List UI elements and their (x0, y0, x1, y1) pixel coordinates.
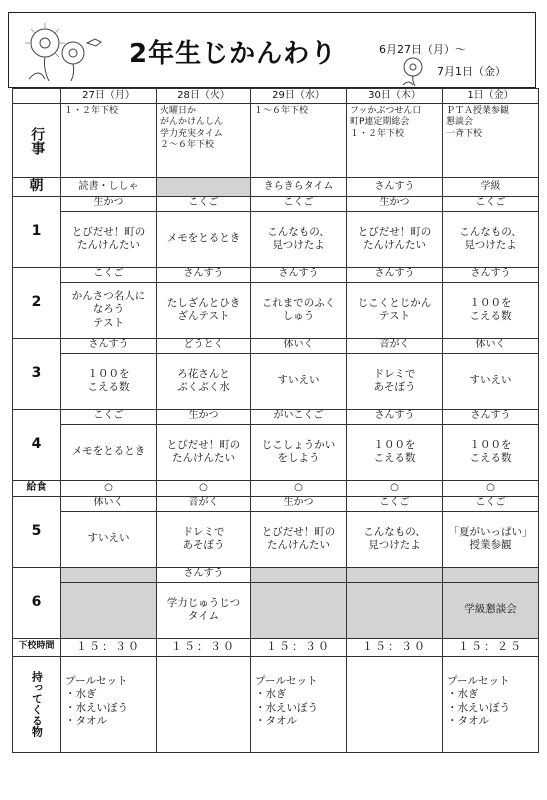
date-from: 6月27日（月）～ (379, 43, 466, 56)
table-row (13, 409, 539, 424)
table-row (13, 496, 539, 511)
lunch-cell: ○ (443, 480, 539, 496)
dismissal-cell: １５：３０ (157, 638, 251, 656)
row-label-dismissal: 下校時間 (13, 638, 61, 656)
subject-cell: 体いく (251, 338, 347, 353)
morning-cell: さんすう (347, 178, 443, 197)
events-label: 行事 (29, 126, 46, 155)
row-label-period: 5 (13, 496, 61, 567)
bring-cell: プールセット ・水ぎ ・水えいぼう ・タオル (61, 656, 157, 752)
table-row (13, 196, 539, 211)
content-cell: とびだせ！町の たんけんたい (157, 424, 251, 480)
event-cell: １・２年下校 (61, 104, 157, 178)
subject-cell: どうとく (157, 338, 251, 353)
subject-cell (347, 567, 443, 582)
content-cell: すいえい (251, 353, 347, 409)
row-label-bring (13, 656, 61, 752)
content-cell: じこしょうかい をしよう (251, 424, 347, 480)
row-label-period: 6 (13, 567, 61, 638)
subject-cell: さんすう (61, 338, 157, 353)
subject-cell: 音がく (347, 338, 443, 353)
subject-cell: さんすう (443, 409, 539, 424)
lunch-cell: ○ (347, 480, 443, 496)
row-label-lunch: 給食 (13, 480, 61, 496)
subject-cell: がいこくご (251, 409, 347, 424)
table-row (13, 89, 539, 104)
lunch-cell: ○ (251, 480, 347, 496)
subject-cell: こくご (251, 196, 347, 211)
subject-cell: こくご (61, 267, 157, 282)
event-cell: 火曜日か がんかけんしん 学力充実タイム ２～６年下校 (157, 104, 251, 178)
event-cell: ＰＴＡ授業参観 懇談会 一斉下校 (443, 104, 539, 178)
subject-cell: こくご (443, 496, 539, 511)
table-row (13, 511, 539, 567)
subject-cell (443, 567, 539, 582)
dismissal-cell: １５：３０ (347, 638, 443, 656)
table-row (13, 638, 539, 656)
subject-cell: 体いく (443, 338, 539, 353)
subject-cell: 生かつ (61, 196, 157, 211)
content-cell: とびだせ！町の たんけんたい (347, 211, 443, 267)
table-row (13, 211, 539, 267)
row-label-period: 1 (13, 196, 61, 267)
dandelion-illustration-icon (15, 19, 115, 83)
content-cell: すいえい (443, 353, 539, 409)
content-cell: とびだせ！町の たんけんたい (251, 511, 347, 567)
table-row (13, 282, 539, 338)
subject-cell: 生かつ (347, 196, 443, 211)
morning-cell: 読書・ししゃ (61, 178, 157, 197)
day-header: 29日（水） (251, 89, 347, 104)
table-row (13, 656, 539, 752)
content-cell: １００を こえる数 (61, 353, 157, 409)
content-cell: たしざんとひき ざんテスト (157, 282, 251, 338)
day-header: 27日（月） (61, 89, 157, 104)
content-cell: メモをとるとき (157, 211, 251, 267)
content-cell: メモをとるとき (61, 424, 157, 480)
date-to: 7月1日（金） (437, 65, 506, 78)
table-row (13, 338, 539, 353)
content-cell: １００を こえる数 (347, 424, 443, 480)
header-box (8, 12, 536, 88)
content-cell: １００を こえる数 (443, 424, 539, 480)
day-header: 28日（火） (157, 89, 251, 104)
bring-label: 持ってくる物 (30, 671, 44, 737)
row-label-events (13, 104, 61, 178)
subject-cell: さんすう (251, 267, 347, 282)
content-cell: 学力じゅうじつ タイム (157, 582, 251, 638)
content-cell: 学級懇談会 (443, 582, 539, 638)
content-cell (61, 582, 157, 638)
subject-cell (61, 567, 157, 582)
content-cell: ドレミで あそぼう (347, 353, 443, 409)
content-cell: かんさつ名人に なろう テスト (61, 282, 157, 338)
bring-cell (157, 656, 251, 752)
subject-cell: 生かつ (157, 409, 251, 424)
content-cell: とびだせ！町の たんけんたい (61, 211, 157, 267)
content-cell: じこくとじかん テスト (347, 282, 443, 338)
event-cell: １～６年下校 (251, 104, 347, 178)
table-row (13, 424, 539, 480)
content-cell (251, 582, 347, 638)
table-row (13, 178, 539, 197)
bring-cell (347, 656, 443, 752)
dandelion-small-icon (393, 53, 433, 87)
dismissal-cell: １５：２５ (443, 638, 539, 656)
content-cell: ろ花さんと ぶくぶく水 (157, 353, 251, 409)
subject-cell: こくご (443, 196, 539, 211)
morning-cell (157, 178, 251, 197)
row-label-morning: 朝 (13, 178, 61, 197)
subject-cell (251, 567, 347, 582)
morning-cell: 学級 (443, 178, 539, 197)
row-label-period: 4 (13, 409, 61, 480)
morning-cell: きらきらタイム (251, 178, 347, 197)
content-cell (347, 582, 443, 638)
row-label-period: 3 (13, 338, 61, 409)
row-label-period: 2 (13, 267, 61, 338)
table-row (13, 567, 539, 582)
content-cell: こんなもの、 見つけたよ (347, 511, 443, 567)
lunch-cell: ○ (157, 480, 251, 496)
subject-cell: さんすう (347, 267, 443, 282)
table-row (13, 353, 539, 409)
page-title: 2年生じかんわり (129, 39, 338, 69)
content-cell: すいえい (61, 511, 157, 567)
content-cell: １００を こえる数 (443, 282, 539, 338)
lunch-cell: ○ (61, 480, 157, 496)
subject-cell: 生かつ (251, 496, 347, 511)
subject-cell: 体いく (61, 496, 157, 511)
day-header: 1日（金） (443, 89, 539, 104)
timetable (12, 88, 539, 753)
corner-cell (13, 89, 61, 104)
bring-cell: プールセット ・水ぎ ・水えいぼう ・タオル (443, 656, 539, 752)
subject-cell: こくご (347, 496, 443, 511)
table-row (13, 582, 539, 638)
content-cell: こんなもの、 見つけたよ (443, 211, 539, 267)
subject-cell: こくご (157, 196, 251, 211)
table-row (13, 480, 539, 496)
day-header: 30日（木） (347, 89, 443, 104)
table-row (13, 104, 539, 178)
subject-cell: さんすう (157, 267, 251, 282)
dismissal-cell: １５：３０ (251, 638, 347, 656)
subject-cell: さんすう (347, 409, 443, 424)
content-cell: これまでのふく しゅう (251, 282, 347, 338)
content-cell: 「夏がいっぱい」 授業参観 (443, 511, 539, 567)
content-cell: こんなもの、 見つけたよ (251, 211, 347, 267)
table-row (13, 267, 539, 282)
subject-cell: 音がく (157, 496, 251, 511)
subject-cell: さんすう (443, 267, 539, 282)
dismissal-cell: １５：３０ (61, 638, 157, 656)
bring-cell: プールセット ・水ぎ ・水えいぼう ・タオル (251, 656, 347, 752)
subject-cell: こくご (61, 409, 157, 424)
content-cell: ドレミで あそぼう (157, 511, 251, 567)
subject-cell: さんすう (157, 567, 251, 582)
event-cell: フッかぶつせん口 町P連定期総会 １・２年下校 (347, 104, 443, 178)
